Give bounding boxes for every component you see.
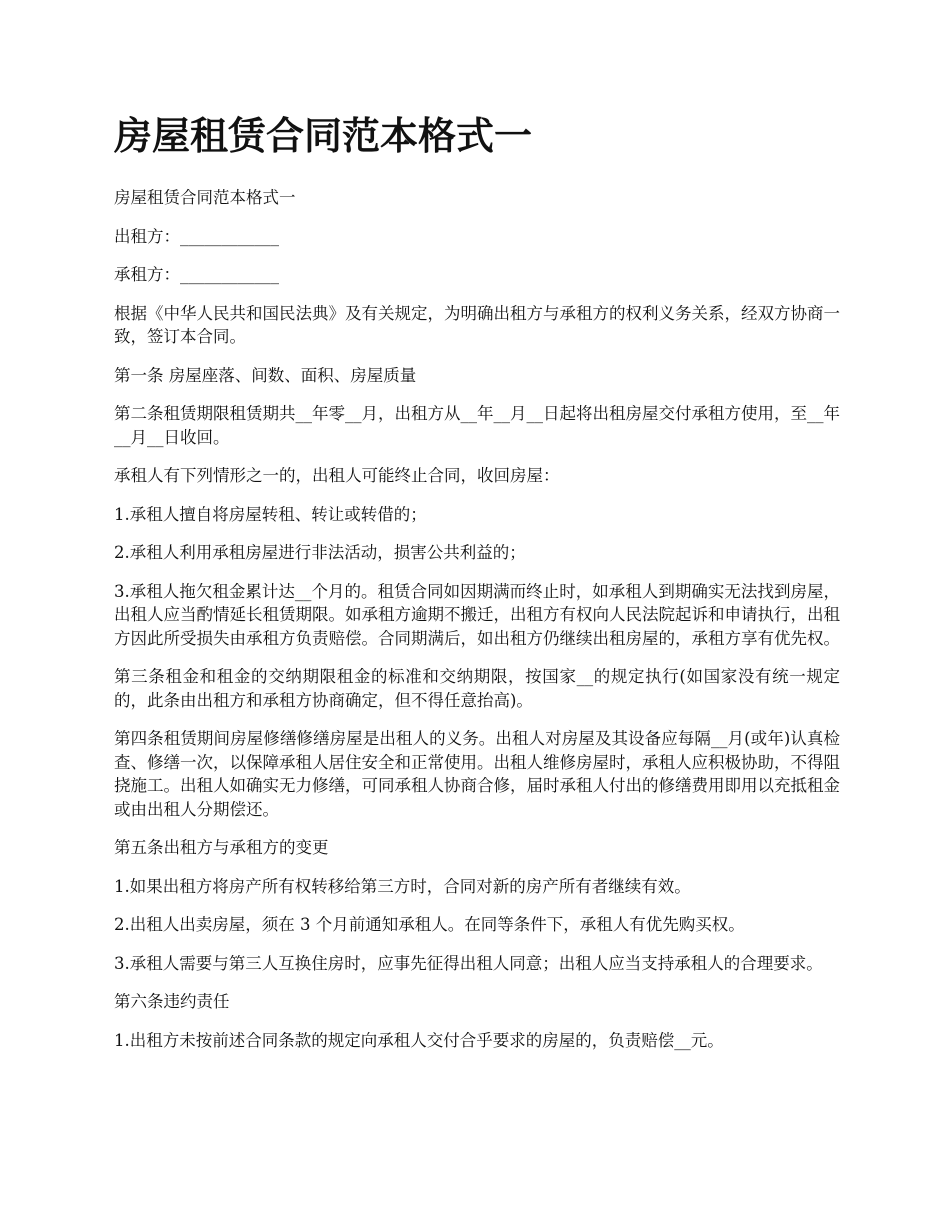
article-1-heading: 第一条 房屋座落、间数、面积、房屋质量 <box>114 365 417 385</box>
lessor-line: 出租方：____________ <box>114 226 279 246</box>
termination-item-3: 3.承租人拖欠租金累计达__个月的。租赁合同如因期满而终止时，如承租人到期确实无法找到房屋，出租人应当酌情延长租赁期限。如承租方逾期不搬迁，出租方有权向人民法院起诉和申请执行，出租方因此所受损失由承租方负责赔偿。合同期满后，如出租方仍继续出租房屋的，承租方享有优先权。 <box>114 581 840 648</box>
article-4-paragraph: 第四条租赁期间房屋修缮修缮房屋是出租人的义务。出租人对房屋及其设备应每隔__月(或年)认真检查、修缮一次，以保障承租人居住安全和正常使用。出租人维修房屋时，承租人应积极协助，不得阻挠施工。出租人如确实无力修缮，可同承租人协商合修，届时承租人付出的修缮费用即用以充抵租金或由出租人分期偿还。 <box>114 729 840 819</box>
article-5-item-2: 2.出租人出卖房屋，须在 3 个月前通知承租人。在同等条件下，承租人有优先购买权。 <box>114 915 745 934</box>
subtitle-paragraph: 房屋租赁合同范本格式一 <box>114 188 296 207</box>
article-5-item-1: 1.如果出租方将房产所有权转移给第三方时，合同对新的房产所有者继续有效。 <box>114 876 691 896</box>
termination-item-2: 2.承租人利用承租房屋进行非法活动，损害公共利益的； <box>114 543 526 562</box>
document-title: 房屋租赁合同范本格式一 <box>114 114 533 158</box>
termination-item-1: 1.承租人擅自将房屋转租、转让或转借的； <box>114 504 427 524</box>
lessee-line: 承租方：____________ <box>114 265 279 284</box>
article-6-item-1: 1.出租方未按前述合同条款的规定向承租人交付合乎要求的房屋的，负责赔偿__元。 <box>114 1030 724 1050</box>
preamble-paragraph: 根据《中华人民共和国民法典》及有关规定，为明确出租方与承租方的权利义务关系，经双方协商一致，签订本合同。 <box>114 303 840 346</box>
article-5-heading: 第五条出租方与承租方的变更 <box>114 838 329 857</box>
article-6-heading: 第六条违约责任 <box>114 992 230 1011</box>
article-5-item-3: 3.承租人需要与第三人互换住房时，应事先征得出租人同意；出租人应当支持承租人的合理要求。 <box>114 953 823 973</box>
article-3-paragraph: 第三条租金和租金的交纳期限租金的标准和交纳期限，按国家__的规定执行(如国家没有统一规定的，此条由出租方和承租方协商确定，但不得任意抬高)。 <box>114 667 840 710</box>
article-2-paragraph: 第二条租赁期限租赁期共__年零__月，出租方从__年__月__日起将出租房屋交付承租方使用，至__年__月__日收回。 <box>114 404 840 447</box>
termination-intro: 承租人有下列情形之一的，出租人可能终止合同，收回房屋： <box>114 466 560 485</box>
